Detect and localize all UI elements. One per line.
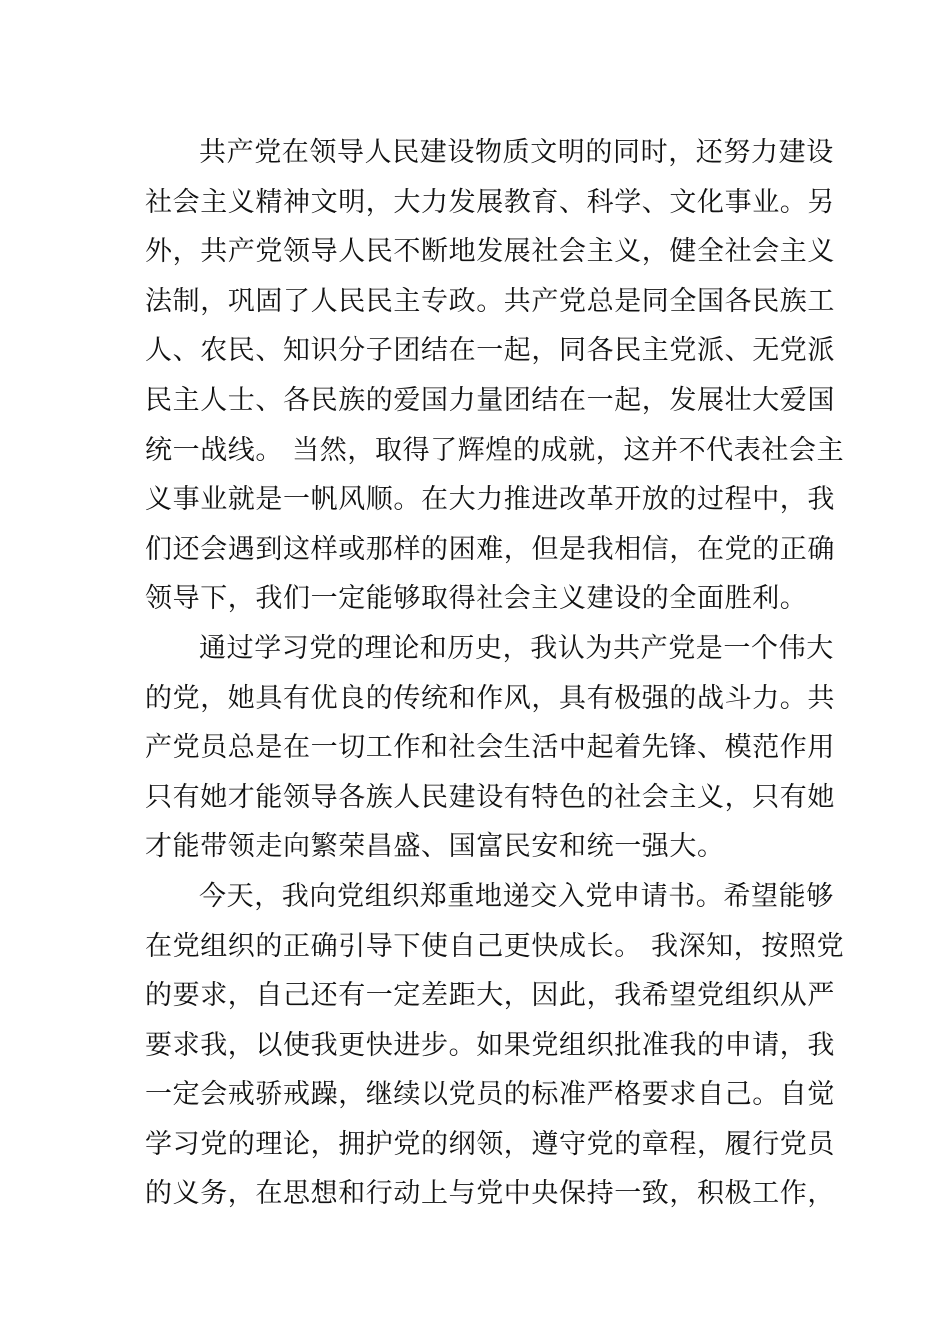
text-line: 学习党的理论，拥护党的纲领，遵守党的章程，履行党员	[145, 1128, 835, 1160]
text-line: 共产党在领导人民建设物质文明的同时，还努力建设	[199, 137, 834, 168]
text-line: 产党员总是在一切工作和社会生活中起着先锋、模范作用	[145, 732, 835, 764]
text-line: 统一战线。 当然，取得了辉煌的成就，这并不代表社会主	[145, 434, 845, 466]
text-line: 今天，我向党组织郑重地递交入党申请书。希望能够	[199, 880, 834, 912]
text-line: 领导下，我们一定能够取得社会主义建设的全面胜利。	[145, 583, 808, 615]
text-line: 要求我，以使我更快进步。如果党组织批准我的申请，我	[145, 1029, 835, 1061]
text-line: 外，共产党领导人民不断地发展社会主义，健全社会主义	[145, 236, 835, 268]
text-line: 的义务，在思想和行动上与党中央保持一致，积极工作，	[145, 1178, 835, 1210]
paragraph-2	[145, 624, 835, 872]
text-line: 民主人士、各民族的爱国力量团结在一起，发展壮大爱国	[145, 384, 835, 416]
text-line: 一定会戒骄戒躁，继续以党员的标准严格要求自己。自觉	[145, 1079, 835, 1111]
paragraph-1	[145, 128, 845, 624]
text-line: 义事业就是一帆风顺。在大力推进改革开放的过程中，我	[145, 484, 835, 516]
text-line: 才能带领走向繁荣昌盛、国富民安和统一强大。	[145, 831, 725, 863]
text-line: 法制，巩固了人民民主专政。共产党总是同全国各民族工	[145, 285, 835, 317]
text-line: 的要求，自己还有一定差距大，因此，我希望党组织从严	[145, 980, 835, 1012]
text-line: 通过学习党的理论和历史，我认为共产党是一个伟大	[199, 632, 834, 664]
document-body	[145, 128, 845, 1219]
text-line: 人、农民、知识分子团结在一起，同各民主党派、无党派	[145, 335, 835, 367]
text-line: 只有她才能领导各族人民建设有特色的社会主义，只有她	[145, 781, 835, 813]
text-line: 在党组织的正确引导下使自己更快成长。 我深知，按照党	[145, 930, 845, 962]
text-line: 们还会遇到这样或那样的困难，但是我相信，在党的正确	[145, 533, 835, 565]
text-line: 的党，她具有优良的传统和作风，具有极强的战斗力。共	[145, 682, 835, 714]
text-line: 社会主义精神文明，大力发展教育、科学、文化事业。另	[145, 186, 835, 218]
paragraph-3	[145, 872, 845, 1219]
